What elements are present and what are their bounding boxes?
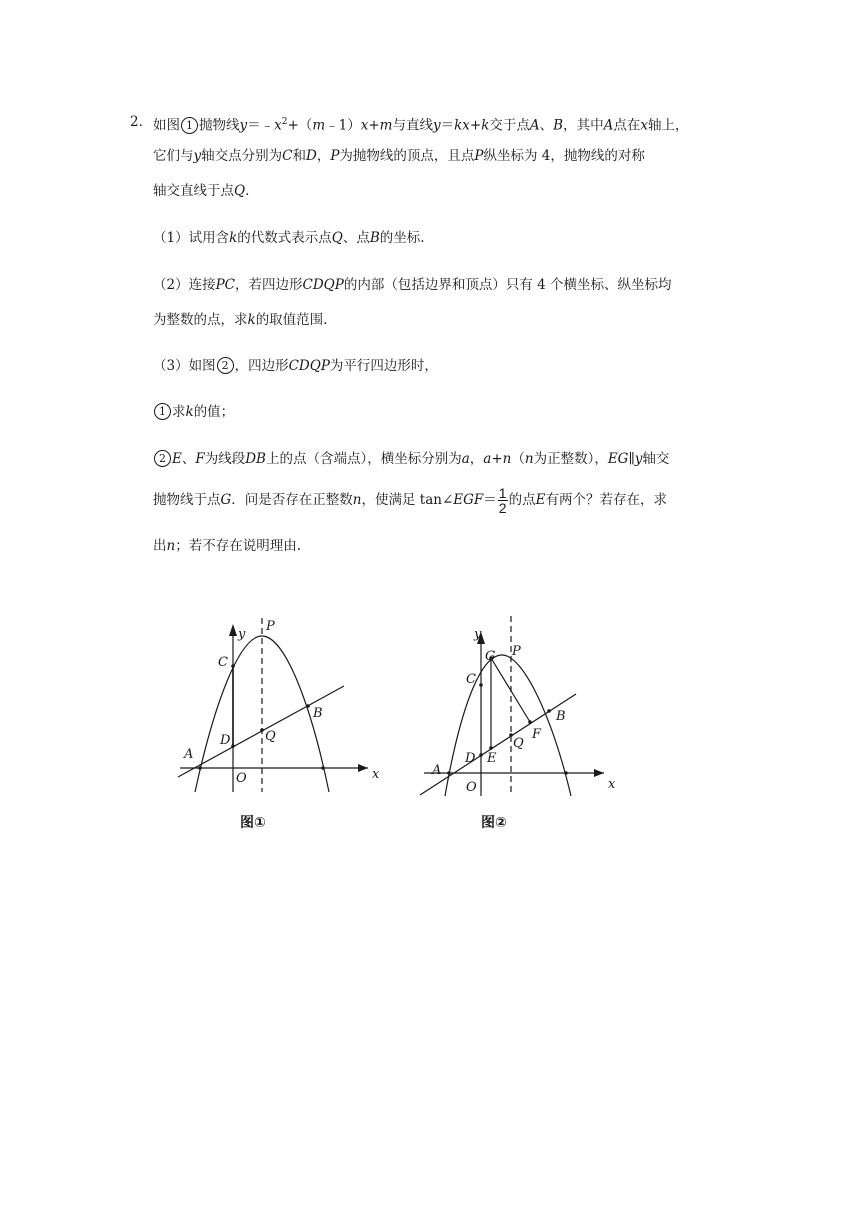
part-1: （1）试用含k的代数式表示点Q、点B的坐标.	[153, 230, 425, 246]
circled-number: 2	[154, 450, 171, 467]
label-y: y	[474, 627, 482, 642]
label-x: x	[372, 767, 380, 782]
label-A: A	[184, 747, 194, 762]
label-P: P	[512, 644, 521, 659]
part-2-line-2: 为整数的点，求k的取值范围.	[153, 312, 328, 328]
subpart-1: 1 求k的值；	[153, 402, 234, 422]
label-Q: Q	[265, 729, 276, 744]
problem-line-1: 如图 1 抛物线$y=﹣x^2+(m﹣1)x+m$与直线y＝kx+k交于点A、B，其中A点在x轴上，	[153, 117, 689, 134]
label-D: D	[465, 751, 476, 766]
figure-2-graph	[420, 616, 604, 796]
part-2-line-1: （2）连接PC，若四边形CDQP的内部（包括边界和顶点）只有 4 个横坐标、纵坐标均	[153, 277, 672, 293]
label-C: C	[466, 672, 476, 687]
circled-number: 1	[181, 117, 198, 134]
label-P: P	[266, 619, 275, 634]
x-axis-arrow	[594, 769, 604, 777]
label-x: x	[608, 777, 616, 792]
part-3: （3）如图 2 ，四边形CDQP为平行四边形时，	[153, 358, 438, 374]
parabola	[445, 655, 571, 796]
subpart-2-line-2: 抛物线于点G．问是否存在正整数n，使满足 tan∠EGF＝ $\frac{1}{2}$ 的点E有两个？若存在，求	[153, 485, 667, 516]
problem-line-2: 它们与y轴交点分别为C和D，P为抛物线的顶点，且点P纵坐标为 4，抛物线的对称	[153, 148, 645, 164]
label-F: F	[532, 727, 542, 742]
figure-2-caption: 图②	[481, 815, 507, 831]
label-D: D	[220, 733, 231, 748]
subpart-2-line-1: 2 E、F为线段DB上的点（含端点），横坐标分别为a，a+n（n为正整数），EG∥y轴交	[153, 449, 669, 469]
label-E: E	[487, 751, 497, 766]
fraction-one-half: $\frac{1}{2}$	[498, 485, 507, 516]
figure-1-caption: 图①	[240, 815, 266, 831]
subpart-2-line-3: 出n；若不存在说明理由.	[153, 538, 301, 554]
problem-number: 2．	[130, 114, 153, 130]
label-B: B	[313, 706, 323, 721]
label-A: A	[432, 763, 442, 778]
label-O: O	[466, 780, 477, 795]
circled-number: 2	[217, 357, 234, 374]
problem-line-3: 轴交直线于点Q.	[153, 183, 250, 199]
label-y: y	[238, 627, 246, 642]
label-O: O	[236, 771, 247, 786]
label-Q: Q	[513, 736, 524, 751]
label-B: B	[556, 709, 566, 724]
circled-number: 1	[154, 403, 171, 420]
straight-line	[420, 694, 576, 795]
label-G: G	[485, 649, 496, 664]
label-C: C	[218, 655, 228, 670]
